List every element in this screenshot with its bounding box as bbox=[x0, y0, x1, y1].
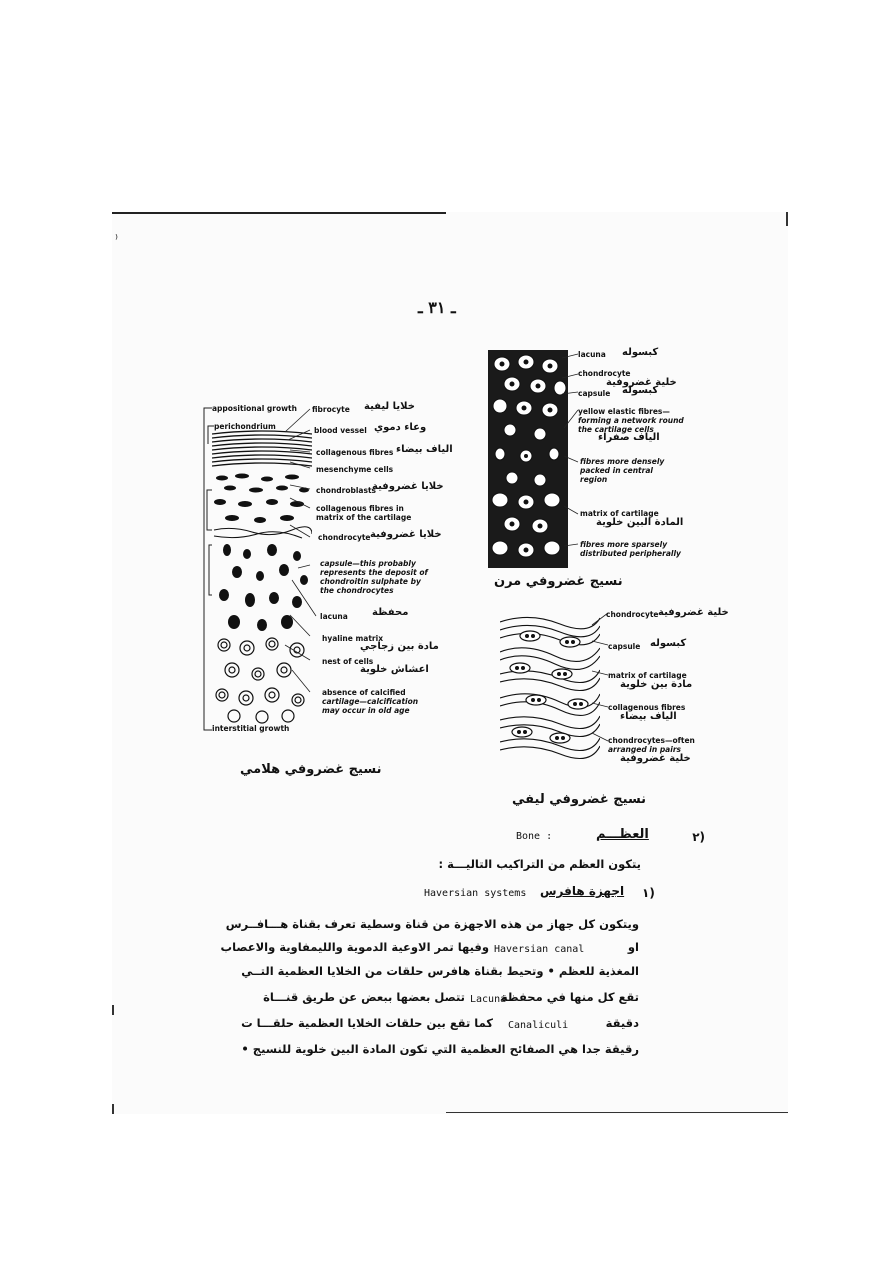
label-dense-fibres-1: fibres more densely bbox=[580, 457, 665, 466]
subsection-heading-en: Haversian systems bbox=[424, 888, 527, 899]
bottom-rule bbox=[446, 1112, 788, 1113]
label-pairs-note-2: arranged in pairs bbox=[608, 745, 681, 754]
paragraph-line-2-en: Haversian canal bbox=[494, 944, 585, 955]
label-nest-of-cells: nest of cells bbox=[322, 657, 374, 666]
label-appositional-growth: appositional growth bbox=[212, 404, 297, 413]
paragraph-line-4a: تقع كل منها في محفظة bbox=[500, 990, 639, 1004]
paragraph-line-6: رقيقة جدا هي الصفائح العظمية التي تكون المادة البين خلوية للنسيج • bbox=[241, 1042, 639, 1056]
label-absence-note-3: may occur in old age bbox=[322, 706, 410, 715]
label-fibrous-chondrocyte: chondrocyte bbox=[606, 610, 659, 619]
label-blood-vessel: blood vessel bbox=[314, 426, 367, 435]
label-interstitial-growth: interstitial growth bbox=[212, 724, 290, 733]
subsection-number: ١) bbox=[642, 886, 655, 900]
label-fibrocyte: fibrocyte bbox=[312, 405, 350, 414]
label-chondroblasts: chondroblasts bbox=[316, 486, 377, 495]
label-capsule-note-4: the chondrocytes bbox=[320, 586, 394, 595]
elastic-leader-lines bbox=[560, 348, 580, 558]
label-fibrous-capsule-ar: كبسوله bbox=[650, 638, 687, 649]
label-fibrous-collagen: collagenous fibres bbox=[608, 703, 686, 712]
label-blood-vessel-ar: وعاء دموي bbox=[374, 422, 427, 433]
paragraph-line-5b: كما تقع بين حلقات الخلايا العظمية حلقـــا ت bbox=[241, 1016, 493, 1030]
label-fibrous-collagen-ar: الياف بيضاء bbox=[620, 711, 677, 722]
label-elastic-chondrocyte: chondrocyte bbox=[578, 369, 631, 378]
label-elastic-capsule: capsule bbox=[578, 389, 611, 398]
label-dense-fibres-3: region bbox=[580, 475, 608, 484]
label-mesenchyme-cells: mesenchyme cells bbox=[316, 465, 394, 474]
label-lacuna-ar: محفظة bbox=[372, 607, 409, 618]
paragraph-line-3: المغذية للعظم • وتحيط بقناة هافرس حلقات من الخلايا العظمية التــي bbox=[241, 964, 639, 978]
section-heading-ar: العظـــم bbox=[596, 827, 649, 842]
label-absence-note-2: cartilage—calcification bbox=[322, 697, 419, 706]
label-yellow-fibres-ar: الياف صفراء bbox=[598, 432, 660, 443]
paragraph-line-4b: تتصل بعضها ببعض عن طريق قنـــاة bbox=[263, 990, 465, 1004]
left-edge-mark-bottom bbox=[112, 1104, 114, 1114]
label-pairs-ar: خلية غضروفية bbox=[620, 753, 691, 764]
label-chondrocyte: chondrocyte bbox=[318, 533, 371, 542]
paragraph-line-5-en: Canaliculi bbox=[508, 1020, 569, 1031]
paragraph-line-5a: دقيقة bbox=[605, 1016, 639, 1030]
label-capsule-note-1: capsule—this probably bbox=[320, 559, 416, 568]
label-yellow-fibres-2: forming a network round bbox=[578, 416, 684, 425]
label-fibrocyte-ar: خلايا ليفية bbox=[364, 401, 415, 412]
label-hyaline-matrix: hyaline matrix bbox=[322, 634, 384, 643]
label-collagenous-fibres: collagenous fibres bbox=[316, 448, 394, 457]
scan-speck: ⁾ bbox=[115, 232, 118, 246]
label-chondroblasts-ar: خلايا غضروفية bbox=[372, 481, 444, 492]
section-number: ٢) bbox=[692, 830, 705, 844]
label-lacuna: lacuna bbox=[320, 612, 348, 621]
label-absence-note-1: absence of calcified bbox=[322, 688, 406, 697]
fibrous-drawing bbox=[500, 612, 600, 760]
label-capsule-note-2: represents the deposit of bbox=[320, 568, 428, 577]
label-fibrous-chondrocyte-ar: خلية غضروفية bbox=[658, 607, 729, 618]
hyaline-caption: نسيج غضروفي هلامي bbox=[240, 762, 382, 777]
label-dense-fibres-2: packed in central bbox=[580, 466, 653, 475]
label-sparse-fibres-1: fibres more sparsely bbox=[580, 540, 668, 549]
label-fibrous-matrix-ar: مادة بين خلوية bbox=[620, 679, 693, 690]
elastic-caption: نسيج غضروفي مرن bbox=[494, 574, 623, 589]
left-edge-mark bbox=[112, 1005, 114, 1015]
label-nest-of-cells-ar: اعشاش خلوية bbox=[360, 664, 429, 675]
label-elastic-chondrocyte-ar: خلية غضروفية bbox=[606, 377, 677, 388]
label-collagenous-fibres-matrix-2: matrix of the cartilage bbox=[316, 513, 412, 522]
label-collagenous-fibres-ar: الياف بيضاء bbox=[396, 444, 453, 455]
label-elastic-matrix: matrix of cartilage bbox=[580, 509, 659, 518]
label-hyaline-matrix-ar: مادة بين زجاجي bbox=[360, 641, 439, 652]
paragraph-line-2a: او bbox=[627, 940, 639, 954]
label-sparse-fibres-2: distributed peripherally bbox=[580, 549, 681, 558]
label-yellow-fibres-1: yellow elastic fibres— bbox=[578, 407, 670, 416]
page-number: ـ ٣١ ـ bbox=[418, 298, 456, 317]
top-rule bbox=[112, 212, 446, 214]
intro-line: يتكون العظم من التراكيب التاليـــة : bbox=[438, 857, 641, 871]
right-edge-mark bbox=[786, 212, 788, 226]
label-chondrocyte-ar: خلايا غضروفية bbox=[370, 529, 442, 540]
label-elastic-lacuna: lacuna bbox=[578, 350, 606, 359]
fibrous-caption: نسيج غضروفي ليفي bbox=[512, 792, 647, 807]
label-perichondrium: perichondrium bbox=[214, 422, 276, 431]
label-yellow-fibres-3: the cartilage cells bbox=[578, 425, 654, 434]
paragraph-line-4-en: Lacuna bbox=[470, 994, 507, 1005]
fibrous-leader-lines bbox=[590, 605, 610, 755]
subsection-heading-ar: اجهزة هافرس bbox=[540, 884, 625, 898]
section-heading-en: Bone : bbox=[516, 831, 553, 842]
elastic-drawing bbox=[488, 350, 568, 568]
label-elastic-capsule-ar: كبسوله bbox=[622, 385, 659, 396]
label-fibrous-matrix: matrix of cartilage bbox=[608, 671, 687, 680]
label-elastic-matrix-ar: المادة البين خلوية bbox=[596, 517, 684, 528]
label-fibrous-capsule: capsule bbox=[608, 642, 641, 651]
label-capsule-note-3: chondroitin sulphate by bbox=[320, 577, 421, 586]
label-elastic-lacuna-ar: كبسوله bbox=[622, 347, 659, 358]
label-pairs-note-1: chondrocytes—often bbox=[608, 736, 695, 745]
label-collagenous-fibres-matrix: collagenous fibres in bbox=[316, 504, 404, 513]
paragraph-line-1: ويتكون كل جهاز من هذه الاجهزة من قناة وسطية تعرف بقناة هـــافــرس bbox=[225, 917, 639, 931]
paragraph-line-2b: وفيها تمر الاوعية الدموية والليمفاوية والاعصاب bbox=[220, 940, 489, 954]
